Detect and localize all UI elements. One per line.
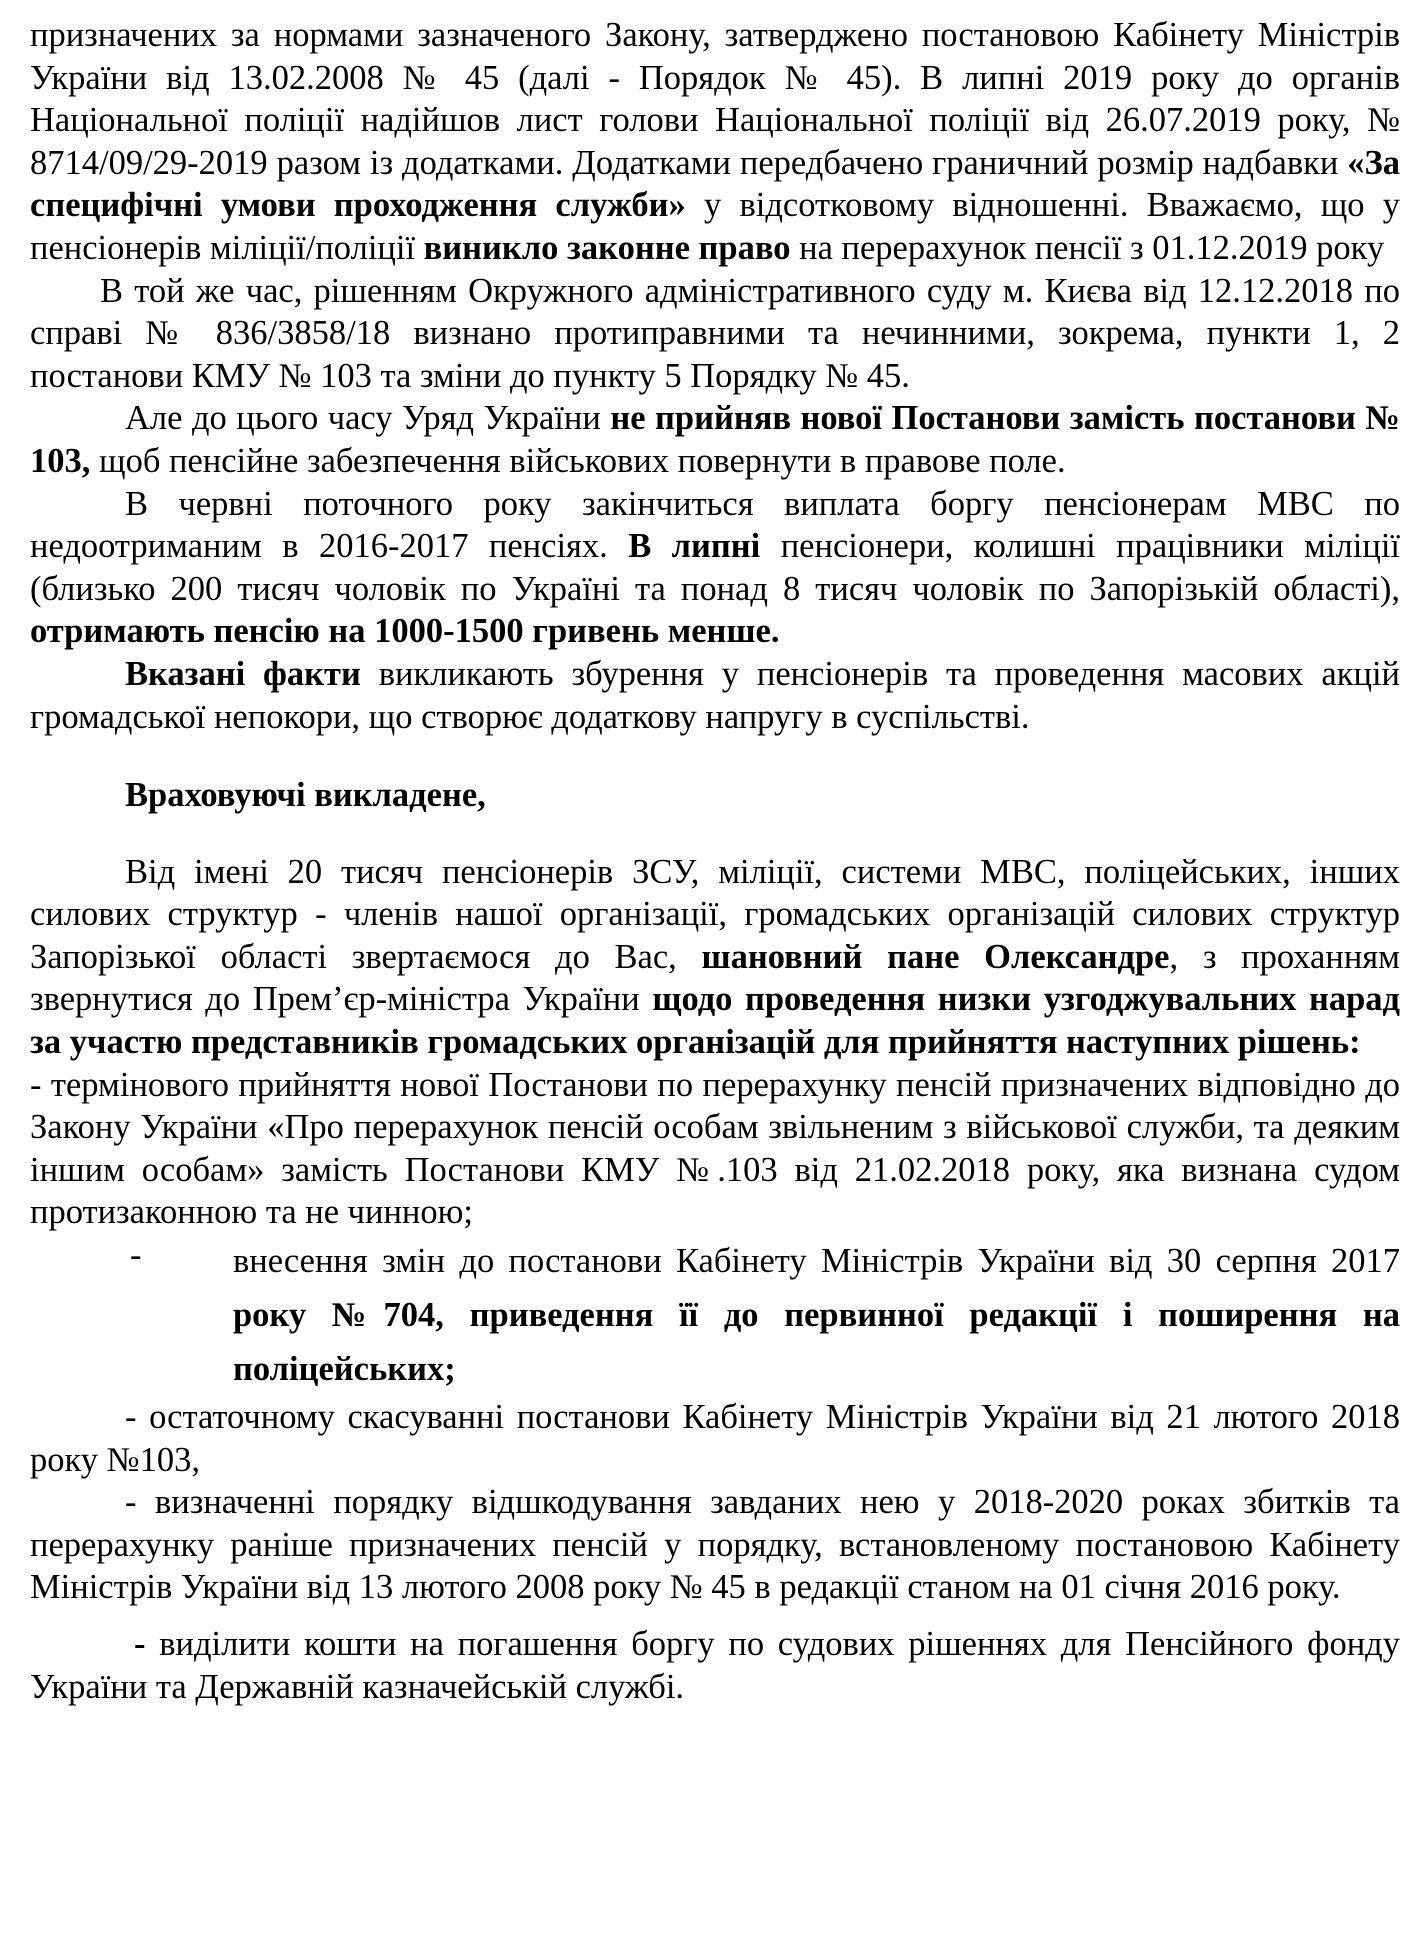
bold-text: не прийняв нової Постанови замість постанови № 103,	[30, 399, 1400, 480]
paragraph-2	[30, 270, 1400, 398]
text: Але до цього часу Уряд України	[125, 399, 611, 438]
bold-text: «За специфічні умови проходження служби»	[30, 143, 1400, 225]
bold-text: шановний пане Олександре	[701, 937, 1170, 976]
text: , з проханням звернутися до Прем’єр-міністра України	[30, 937, 1400, 1019]
text: пенсіонери, колишні працівники міліції (близько 200 тисяч чоловік по Україні та понад 8 тисяч чоловік по Запорізькій області),	[30, 527, 1400, 608]
text: В той же час, рішенням Окружного адміністративного суду м. Києва від 12.12.2018 по справі № 836/3858/18 визнано протиправними та нечинними, зокрема, пункти 1, 2 постанови КМУ № 103 та зміни до пункту 5 Порядку № 45.	[30, 271, 1400, 395]
paragraph-12	[30, 1623, 1400, 1708]
text: В червні поточного року закінчиться виплата боргу пенсіонерам МВС по недоотриманим в 2016-2017 пенсіях.	[30, 484, 1400, 566]
text: - термінового прийняття нової Постанови по перерахунку пенсій призначених відповідно до Закону України «Про перерахунок пенсій особам звільненим з військової служби, та деяким іншим особам» замість Постанови КМУ №.103 від 21.02.2018 року, яка визнана судом протизаконною та не чинною;	[30, 1065, 1400, 1232]
bold-text: року №704, приведення її до первинної редакції і поширення на поліцейських;	[233, 1296, 1400, 1389]
bold-text: виникло законне право	[423, 228, 791, 267]
paragraph-5	[30, 653, 1400, 738]
paragraph-4	[30, 483, 1400, 653]
text: у відсотковому відношенні. Вважаємо, що у пенсіонерів міліції/поліції	[30, 186, 1400, 267]
bold-text: щодо проведення низки узгоджувальних нарад за участю представників громадських організацій для прийняття наступних рішень:	[30, 980, 1400, 1062]
bold-text: Вказані факти	[125, 654, 361, 693]
text: - остаточному скасуванні постанови Кабінету Міністрів України від 21 лютого 2018 року №103,	[30, 1398, 1400, 1479]
paragraph-1	[30, 14, 1400, 270]
text: Від імені 20 тисяч пенсіонерів ЗСУ, міліції, системи МВС, поліцейських, інших силових структур - членів нашої організації, громадських організацій силових структур Запорізької області звертаємося до Вас,	[30, 852, 1400, 976]
paragraph-7	[30, 851, 1400, 1064]
text: - визначенні порядку відшкодування завданих нею у 2018-2020 роках збитків та перерахунку раніше призначених пенсій у порядку, встановленому постановою Кабінету Міністрів України від 13 лютого 2008 року № 45 в редакції станом на 01 січня 2016 року.	[30, 1483, 1400, 1607]
list-dash: -	[130, 1236, 142, 1275]
text: на перерахунок пенсії з 01.12.2019 року	[790, 228, 1385, 267]
text: виділити кошти на погашення боргу по судових рішеннях для Пенсійного фонду України та Державній казначейській службі.	[30, 1625, 1400, 1706]
paragraph-10	[30, 1396, 1400, 1481]
bold-dash: -	[134, 1625, 146, 1663]
document-page	[30, 14, 1400, 1708]
bold-text: В липні	[628, 527, 761, 566]
text: внесення змін до постанови Кабінету Міністрів України від 30 серпня 2017	[233, 1242, 1400, 1281]
paragraph-8	[30, 1064, 1400, 1234]
text: щоб пенсійне забезпечення військових повернути в правове поле.	[90, 441, 1066, 480]
paragraph-11	[30, 1481, 1400, 1609]
list-item-text	[233, 1234, 1400, 1396]
paragraph-3	[30, 397, 1400, 482]
paragraph-9-list-item	[30, 1234, 1400, 1396]
paragraph-6-heading	[30, 774, 1400, 817]
bold-text: Враховуючі викладене,	[125, 776, 486, 815]
text: викликають збурення у пенсіонерів та проведення масових акцій громадської непокори, що створює додаткову напругу в суспільстві.	[30, 654, 1400, 736]
bold-text: отримають пенсію на 1000-1500 гривень менше.	[30, 612, 780, 651]
text: призначених за нормами зазначеного Закону, затверджено постановою Кабінету Міністрів України від 13.02.2008 № 45 (далі - Порядок № 45). В липні 2019 року до органів Національної поліції надійшов лист голови Національної поліції від 26.07.2019 року, № 8714/09/29-2019 разом із додатками. Додатками передбачено граничний розмір надбавки	[30, 16, 1400, 182]
